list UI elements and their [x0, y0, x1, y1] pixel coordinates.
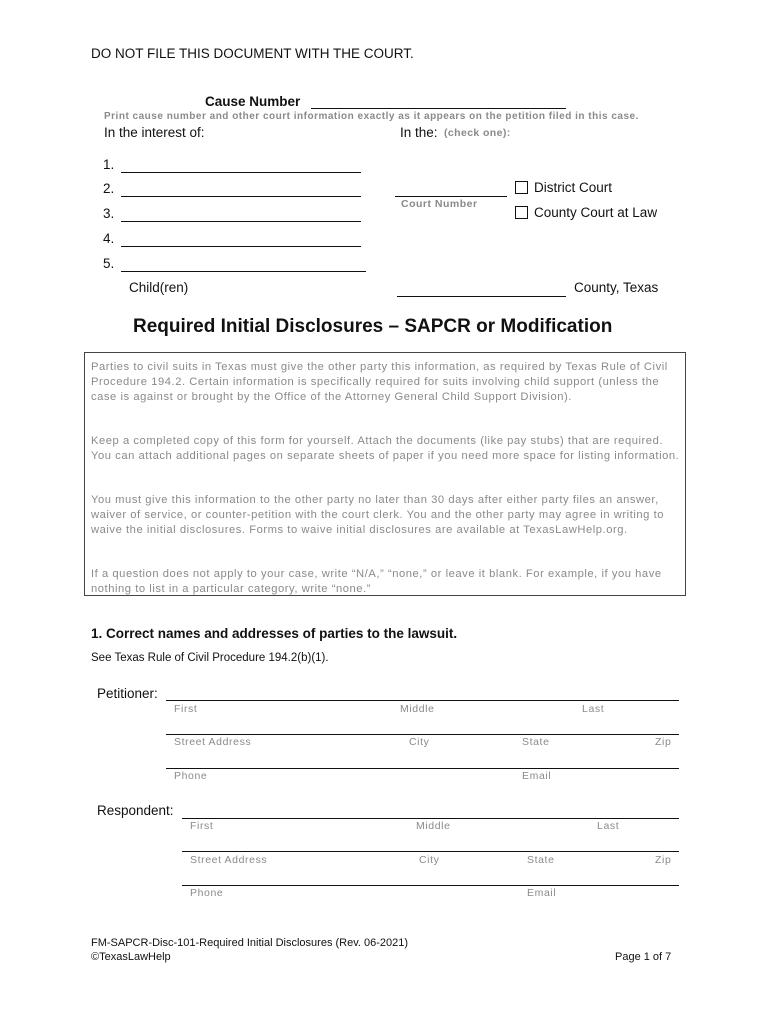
respondent-street-label: Street Address — [190, 854, 268, 866]
petitioner-contact-field[interactable] — [166, 768, 679, 769]
child-number-1: 1. — [103, 157, 115, 172]
cause-number-field[interactable] — [311, 108, 566, 109]
petitioner-address-field[interactable] — [166, 734, 679, 735]
section-1-rule: See Texas Rule of Civil Procedure 194.2(b)(1). — [91, 652, 329, 664]
child-name-field-4[interactable] — [121, 246, 361, 247]
do-not-file-notice: DO NOT FILE THIS DOCUMENT WITH THE COURT. — [91, 46, 414, 61]
respondent-email-label: Email — [527, 887, 557, 899]
child-name-field-5[interactable] — [121, 271, 366, 272]
in-the-label: In the: — [400, 125, 438, 140]
info-paragraph-1: Parties to civil suits in Texas must give the other party this information, as required by Texas Rule of Civil Procedure 194.2. Certain information is specifically required for suits involving child support (unless the case is against or brought by the Office of the Attorney General Child Support Division). — [91, 361, 668, 403]
respondent-first-label: First — [190, 820, 214, 832]
court-number-label: Court Number — [401, 198, 478, 210]
respondent-state-label: State — [527, 854, 555, 866]
interest-label: In the interest of: — [104, 125, 205, 140]
footer-copyright: ©TexasLawHelp — [91, 951, 171, 963]
info-paragraph-3: You must give this information to the other party no later than 30 days after either party files an answer, waiver of service, or counter-petition with the court clerk. You and the other party may agree in writing to waive the initial disclosures. Forms to waive initial disclosures are available at TexasLawHelp.org. — [91, 494, 665, 536]
petitioner-last-label: Last — [582, 703, 605, 715]
county-texas-label: County, Texas — [574, 280, 659, 295]
footer-form-id: FM-SAPCR-Disc-101-Required Initial Disclosures (Rev. 06-2021) — [91, 937, 409, 949]
child-number-4: 4. — [103, 231, 115, 246]
respondent-label: Respondent: — [97, 803, 174, 818]
respondent-phone-label: Phone — [190, 887, 224, 899]
child-number-3: 3. — [103, 206, 115, 221]
petitioner-middle-label: Middle — [400, 703, 435, 715]
county-court-at-law-checkbox[interactable] — [515, 206, 528, 219]
county-name-field[interactable] — [397, 296, 566, 297]
page-title: Required Initial Disclosures – SAPCR or Modification — [133, 316, 613, 337]
petitioner-name-field[interactable] — [166, 700, 679, 701]
petitioner-first-label: First — [174, 703, 198, 715]
child-name-field-2[interactable] — [121, 196, 361, 197]
footer-page-number: Page 1 of 7 — [615, 951, 672, 963]
respondent-zip-label: Zip — [655, 854, 672, 866]
petitioner-zip-label: Zip — [655, 736, 672, 748]
child-name-field-3[interactable] — [121, 221, 361, 222]
respondent-last-label: Last — [597, 820, 620, 832]
petitioner-label: Petitioner: — [97, 686, 158, 701]
child-number-2: 2. — [103, 181, 115, 196]
cause-instruction: Print cause number and other court information exactly as it appears on the petition filed in this case. — [104, 111, 639, 122]
petitioner-email-label: Email — [522, 770, 552, 782]
info-paragraph-2: Keep a completed copy of this form for yourself. Attach the documents (like pay stubs) that are required. You can attach additional pages on separate sheets of paper if you need more space for listing information. — [91, 435, 680, 462]
section-1-heading: 1. Correct names and addresses of parties to the lawsuit. — [91, 626, 458, 641]
children-label: Child(ren) — [129, 280, 189, 295]
respondent-address-field[interactable] — [182, 851, 679, 852]
district-court-checkbox[interactable] — [515, 181, 528, 194]
respondent-contact-field[interactable] — [182, 885, 679, 886]
child-name-field-1[interactable] — [121, 172, 361, 173]
petitioner-city-label: City — [409, 736, 430, 748]
respondent-name-field[interactable] — [182, 818, 679, 819]
respondent-city-label: City — [419, 854, 440, 866]
child-number-5: 5. — [103, 256, 115, 271]
district-court-label: District Court — [534, 180, 613, 195]
petitioner-phone-label: Phone — [174, 770, 208, 782]
county-court-at-law-label: County Court at Law — [534, 205, 658, 220]
court-number-field[interactable] — [395, 196, 507, 197]
cause-number-label: Cause Number — [205, 94, 301, 109]
check-one-label: (check one): — [444, 127, 511, 139]
info-paragraph-4: If a question does not apply to your case, write “N/A,” “none,” or leave it blank. For example, if you have nothing to list in a particular category, write “none.” — [91, 568, 662, 595]
respondent-middle-label: Middle — [416, 820, 451, 832]
petitioner-street-label: Street Address — [174, 736, 252, 748]
petitioner-state-label: State — [522, 736, 550, 748]
